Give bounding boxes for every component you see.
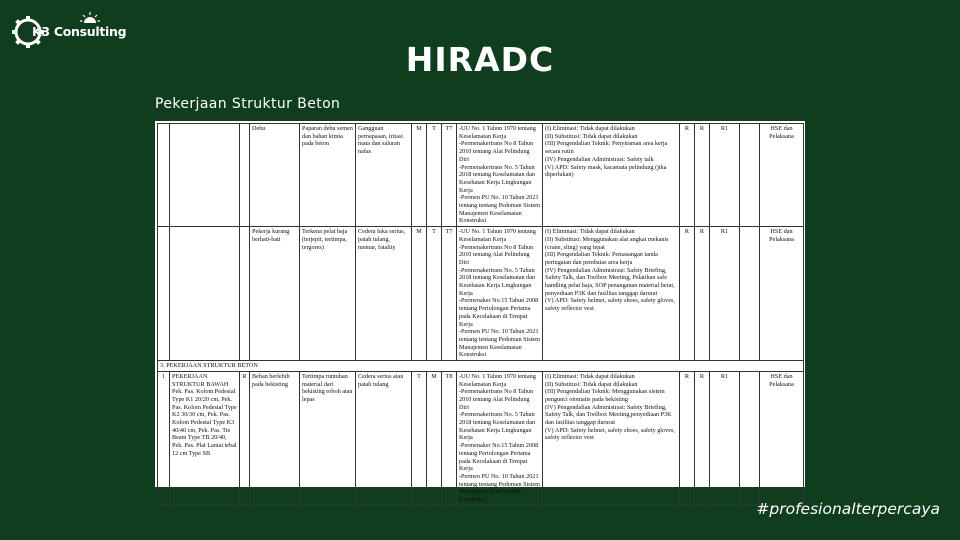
cell-control: (I) Eliminasi: Tidak dapat dilakukan (II) Substitusi: Tidak dapat dilakukan (III) Pengendalian Teknik: Menggunakan sistem penguncì otomatis pada bekisting (IV) Pengendalian Administrasi: Safety Briefing, Safety Talk, dan Toolbox Meeting,penyediaan P3K dan fasilitas tanggap darurat (V) APD: Safety helmet, safety shoes, safety gloves, safety reflector vest (543, 371, 680, 505)
cell-pic: HSE dan Pelaksana (760, 124, 804, 227)
sun-icon (80, 12, 100, 24)
section-label: 3. PEKERJAAN STRUKTUR BETON (158, 361, 804, 372)
cell-likelihood: T (427, 124, 442, 227)
cell-impact: Cedera serius atau patah tulang (356, 371, 412, 505)
cell-residual-severity: R (680, 371, 695, 505)
cell-hazard: Beban berlebih pada bekisting (250, 371, 300, 505)
cell-cause: Tertimpa runtuhan material dari bekisting roboh atau lepas (300, 371, 356, 505)
hiradc-table-document (155, 121, 805, 504)
cell-residual-risk: R1 (710, 227, 740, 361)
cell-likelihood: T (427, 227, 442, 361)
cell-activity: PEKERJAAN STRUKTUR BAWAH Pek. Pas. Kolom Pedestal Type K1 20/20 cm, Pek. Pas. Kolom Pedestal Type K2 30/30 cm, Pek. Pas. Kolom Pedestal Type K3 40/40 cm, Pek. Pas. Tie Beam Type TB 20/40, Pek. Pas. Plat Lantai tebal 12 cm Type SB (170, 371, 240, 505)
cell-residual-severity: R (680, 227, 695, 361)
hiradc-table (157, 123, 804, 506)
cell-risk-level: T7 (442, 227, 457, 361)
cell-hazard: Debu (250, 124, 300, 227)
cell-activity (170, 227, 240, 361)
section-row (158, 361, 804, 372)
cell-category (240, 227, 250, 361)
cell-no: 1 (158, 371, 170, 505)
cell-cause: Terkena pelat baja (terjepit, tertimpa, tergores) (300, 227, 356, 361)
cell-residual-likelihood: R (695, 371, 710, 505)
cell-regulation: -UU No. 1 Tahun 1970 tentang Keselamatan Kerja -Permenakertrans No 8 Tahun 2010 tentang Alat Pelindung Diri -Permenakertrans No. 5 Tahun 2018 tentang Keselamatan dan Kesehatan Kerja Lingkungan Kerja -Permenaker No.15 Tahun 2008 tentang Pertolongan Pertama pada Kecelakaan di Tempat Kerja -Permen PU No. 10 Tahun 2021 tentang tentang Pedoman Sistem Manajemen Keselamatan Konstruksi (457, 371, 543, 505)
cell-risk-level: T7 (442, 124, 457, 227)
cell-impact: Cedera luka serius, patah tulang, memar, fatality (356, 227, 412, 361)
hashtag: #profesionalterpercaya (756, 500, 940, 518)
cell-pic: HSE dan Pelaksana (760, 371, 804, 505)
cell-impact: Gangguan pernapasan, iritasi mata dan saluran nafas (356, 124, 412, 227)
cell-activity (170, 124, 240, 227)
cell-blank (740, 227, 760, 361)
cell-residual-risk: R1 (710, 371, 740, 505)
logo-text: K3 Consulting (32, 24, 127, 39)
cell-category (240, 124, 250, 227)
cell-pic: HSE dan Pelaksana (760, 227, 804, 361)
page-title: HIRADC (405, 40, 555, 79)
cell-hazard: Pekerja kurang berhati-hati (250, 227, 300, 361)
cell-residual-likelihood: R (695, 227, 710, 361)
cell-severity: M (412, 124, 427, 227)
cell-control: (I) Eliminasi: Tidak dapat dilakukan (II) Substitusi: Tidak dapat dilakukan (III) Pengendalian Teknik: Penyiraman area kerja secara rutin (IV) Pengendalian Administrasi: Safety talk (V) APD: Safety mask, kacamata pelindung (jika diperlukan) (543, 124, 680, 227)
cell-severity: M (412, 227, 427, 361)
table-row (158, 124, 804, 227)
cell-no (158, 124, 170, 227)
table-row (158, 371, 804, 505)
cell-severity: T (412, 371, 427, 505)
table-row (158, 227, 804, 361)
cell-regulation: -UU No. 1 Tahun 1970 tentang Keselamatan Kerja -Permenakertrans No 8 Tahun 2010 tentang Alat Pelindung Diri -Permenakertrans No. 5 Tahun 2018 tentang Keselamatan dan Kesehatan Kerja Lingkungan Kerja -Permen PU No. 10 Tahun 2021 tentang tentang Pedoman Sistem Manajemen Keselamatan Konstruksi (457, 124, 543, 227)
cell-risk-level: T8 (442, 371, 457, 505)
cell-residual-severity: R (680, 124, 695, 227)
cell-likelihood: M (427, 371, 442, 505)
page-subtitle: Pekerjaan Struktur Beton (155, 96, 341, 112)
cell-cause: Paparan debu semen dan bahan kimia pada beton (300, 124, 356, 227)
cell-no (158, 227, 170, 361)
cell-blank (740, 124, 760, 227)
cell-regulation: -UU No. 1 Tahun 1970 tentang Keselamatan Kerja -Permenakertrans No 8 Tahun 2010 tentang Alat Pelindung Diri -Permenakertrans No. 5 Tahun 2018 tentang Keselamatan dan Kesehatan Kerja Lingkungan Kerja -Permenaker No.15 Tahun 2008 tentang Pertolongan Pertama pada Kecelakaan di Tempat Kerja -Permen PU No. 10 Tahun 2021 tentang tentang Pedoman Sistem Manajemen Keselamatan Konstruksi (457, 227, 543, 361)
cell-control: (I) Eliminasi: Tidak dapat dilakukan (II) Substitusi: Menggunakan alat angkat mekanis (crane, sling) yang tepat (III) Pengendalian Teknik: Pemasangan tanda peringatan dan pembatas area kerja (IV) Pengendalian Administrasi: Safety Briefing, Safety Talk, dan Toolbox Meeting, Pelatihan safe handling pelat baja, SOP penanganan material berat, penyediaan P3K dan fasilitas tanggap darurat (V) APD: Safety helmet, safety shoes, safety gloves, safety reflector vest (543, 227, 680, 361)
cell-blank (740, 371, 760, 505)
cell-residual-likelihood: R (695, 124, 710, 227)
cell-category: R (240, 371, 250, 505)
cell-residual-risk: R1 (710, 124, 740, 227)
